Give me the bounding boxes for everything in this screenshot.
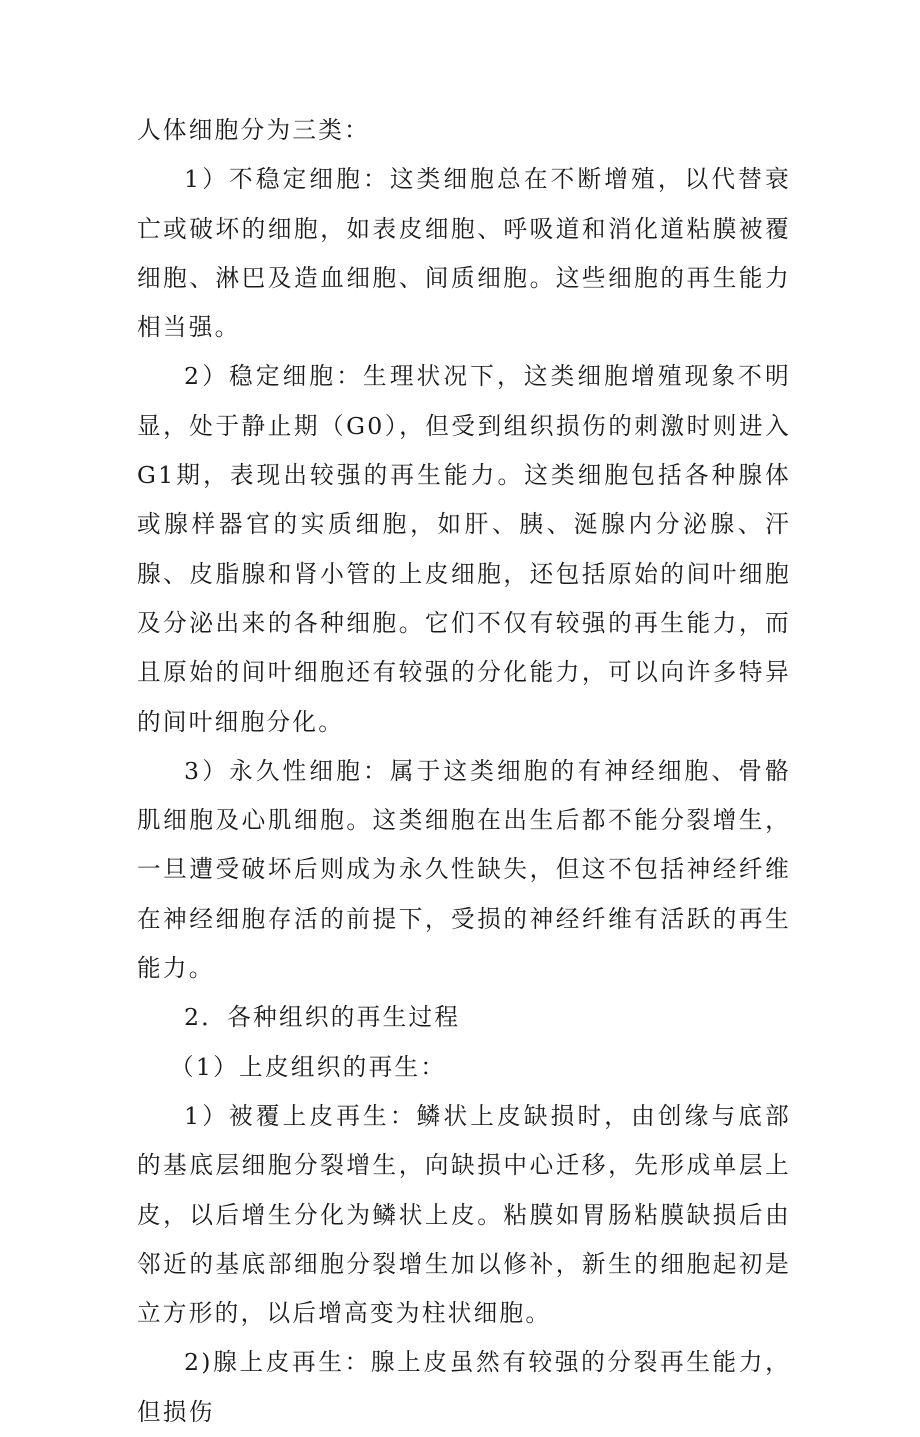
document-body (137, 106, 791, 1437)
section-heading-tissue-regeneration: 2．各种组织的再生过程 (184, 1003, 461, 1032)
paragraph-cell-types-intro: 人体细胞分为三类： (137, 116, 371, 144)
paragraph-covering-epithelium: 1）被覆上皮再生：鳞状上皮缺损时，由创缘与底部的基底层细胞分裂增生，向缺损中心迁移，先形成单层上皮，以后增生分化为鳞状上皮。粘膜如胃肠粘膜缺损后由邻近的基底部细胞分裂增生加以修补，新生的细胞起初是立方形的，以后增高变为柱状细胞。 (137, 1101, 791, 1328)
paragraph-glandular-epithelium: 2)腺上皮再生：腺上皮虽然有较强的分裂再生能力，但损伤 (137, 1348, 791, 1426)
paragraph-unstable-cells: 1）不稳定细胞：这类细胞总在不断增殖，以代替衰亡或破坏的细胞，如表皮细胞、呼吸道和消化道粘膜被覆细胞、淋巴及造血细胞、间质细胞。这些细胞的再生能力相当强。 (137, 165, 791, 342)
paragraph-permanent-cells: 3）永久性细胞：属于这类细胞的有神经细胞、骨骼肌细胞及心肌细胞。这类细胞在出生后都不能分裂增生，一旦遭受破坏后则成为永久性缺失，但这不包括神经纤维在神经细胞存活的前提下，受损的神经纤维有活跃的再生能力。 (137, 756, 791, 983)
paragraph-stable-cells: 2）稳定细胞：生理状况下，这类细胞增殖现象不明显，处于静止期（G0），但受到组织损伤的刺激时则进入G1期，表现出较强的再生能力。这类细胞包括各种腺体或腺样器官的实质细胞，如肝、胰、涎腺内分泌腺、汗腺、皮脂腺和肾小管的上皮细胞，还包括原始的间叶细胞及分泌出来的各种细胞。它们不仅有较强的再生能力，而且原始的间叶细胞还有较强的分化能力，可以向许多特异的间叶细胞分化。 (137, 362, 791, 736)
subsection-heading-epithelial-regeneration: （1）上皮组织的再生： (170, 1052, 447, 1081)
